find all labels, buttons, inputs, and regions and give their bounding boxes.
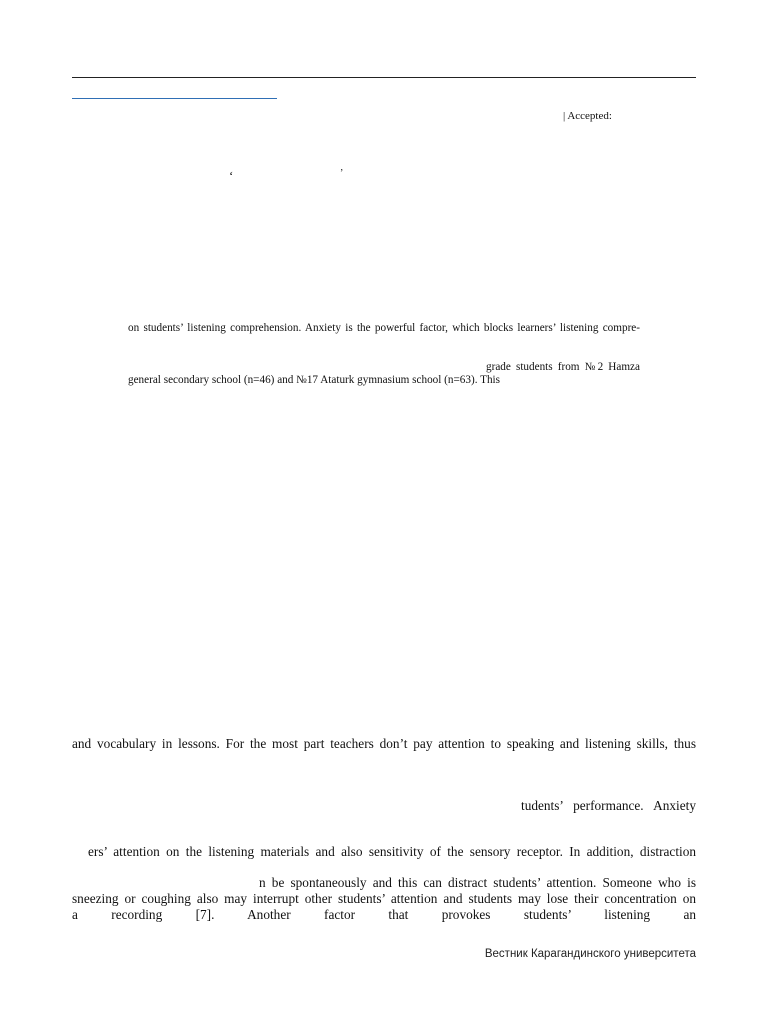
author-mark: ʻ	[229, 168, 234, 183]
abstract-line: general secondary school (n=46) and №17 Ataturk gymnasium school (n=63). This	[128, 374, 500, 386]
abstract-line: on students’ listening comprehension. Anxiety is the powerful factor, which blocks learners’ listening compre-	[128, 322, 640, 334]
doi-link-underline[interactable]	[72, 98, 277, 99]
body-text-line: sneezing or coughing also may interrupt other students’ attention and students may lose their concentration on	[72, 891, 696, 906]
body-text-line: n be spontaneously and this can distract students’ attention. Someone who is	[259, 875, 696, 890]
abstract-line: grade students from №2 Hamza	[486, 361, 640, 373]
body-text-line: and vocabulary in lessons. For the most part teachers don’t pay attention to speaking and listening skills, thus	[72, 736, 696, 751]
body-text-line: a recording [7]. Another factor that provokes students’ listening an	[72, 907, 696, 922]
author-mark-secondary: ʼ	[340, 168, 344, 179]
journal-footer: Вестник Карагандинского университета	[484, 948, 696, 960]
accepted-date-label: | Accepted:	[563, 110, 612, 122]
body-text-line: ers’ attention on the listening materials and also sensitivity of the sensory receptor. In addition, distraction	[88, 844, 696, 859]
body-text-line: tudents’ performance. Anxiety	[521, 798, 696, 813]
header-rule	[72, 77, 696, 78]
